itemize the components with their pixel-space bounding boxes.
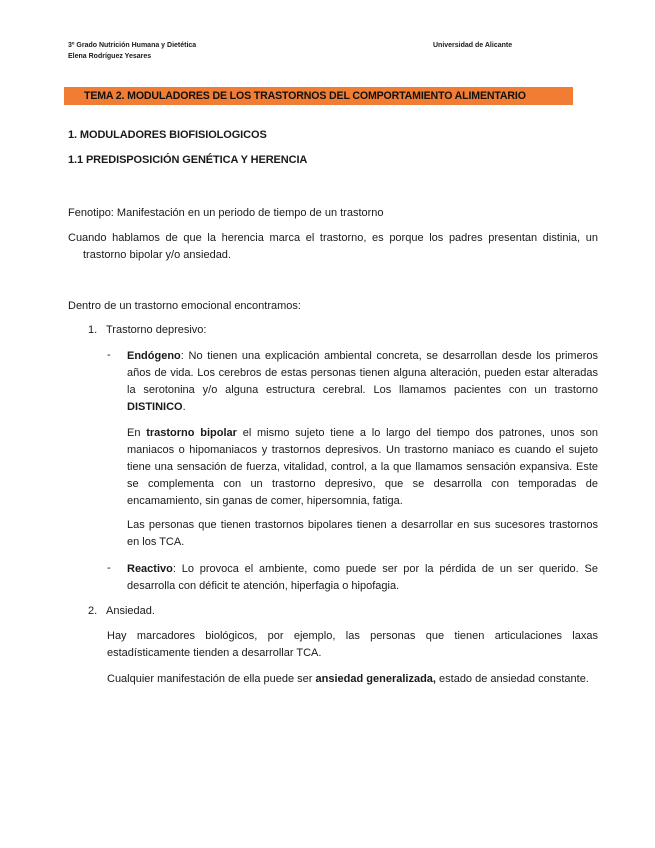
list-label-depresivo: Trastorno depresivo: — [106, 324, 207, 336]
bipolar-paragraph: En trastorno bipolar el mismo sujeto tiene a lo largo del tiempo dos patrones, unos son maniacos o hipomaniacos y trastornos depresivos. Un trastorno maniaco es cuando el sujeto tiene una sensación de fuerza, vitalidad, control, a la que llamamos sensación expansiva. Este se complementa con un trastorno depresivo, que se desarrolla con temporadas de encamamiento, sin ganas de comer, hipersomnia, fatiga. — [127, 427, 598, 507]
ansiedad-generalizada-term: ansiedad generalizada, — [315, 673, 436, 685]
section-heading-1: 1. MODULADORES BIOFISIOLOGICOS — [68, 129, 267, 141]
header-left — [68, 40, 196, 62]
list-number-1: 1. — [88, 324, 98, 336]
ansiedad-paragraph-1: Hay marcadores biológicos, por ejemplo, las personas que tienen articulaciones laxas estadísticamente tienden a desarrollar TCA. — [107, 630, 598, 659]
section-heading-1-1: 1.1 PREDISPOSICIÓN GENÉTICA Y HERENCIA — [68, 154, 308, 166]
author-name: Elena Rodríguez Yesares — [68, 53, 152, 60]
bullet-dash: - — [107, 349, 111, 361]
distinico-term: DISTINICO — [127, 401, 183, 413]
endogeno-paragraph: Endógeno: No tienen una explicación ambiental concreta, se desarrollan desde los primeros años de vida. Los cerebros de estas personas tienen alguna alteración, pueden estar alteradas la serotonina y/o alguna estructura cerebral. Los llamamos pacientes con un trastorno DISTINICO. — [127, 350, 598, 413]
list-label-ansiedad: Ansiedad. — [106, 605, 155, 617]
herencia-paragraph: Cuando hablamos de que la herencia marca el trastorno, es porque los padres presentan distinia, un trastorno bipolar y/o ansiedad. — [68, 232, 598, 261]
reactivo-term: Reactivo — [127, 563, 173, 575]
reactivo-paragraph: Reactivo: Lo provoca el ambiente, como puede ser por la pérdida de un ser querido. Se desarrolla con déficit te atención, hiperfagia o hipofagia. — [127, 563, 598, 592]
bullet-dash: - — [107, 562, 111, 574]
fenotipo-paragraph: Fenotipo: Manifestación en un periodo de tiempo de un trastorno — [68, 207, 384, 219]
university-name: Universidad de Alicante — [433, 42, 513, 49]
title-band: TEMA 2. MODULADORES DE LOS TRASTORNOS DEL COMPORTAMIENTO ALIMENTARIO — [64, 87, 573, 105]
list-intro: Dentro de un trastorno emocional encontramos: — [68, 300, 301, 312]
bipolar-tca-paragraph: Las personas que tienen trastornos bipolares tienen a desarrollar en sus sucesores trastornos en los TCA. — [127, 519, 598, 548]
bipolar-term: trastorno bipolar — [146, 427, 237, 439]
endogeno-term: Endógeno — [127, 350, 181, 362]
program-name: 3º Grado Nutrición Humana y Dietética — [68, 42, 197, 49]
list-number-2: 2. — [88, 605, 98, 617]
ansiedad-paragraph-2: Cualquier manifestación de ella puede ser ansiedad generalizada, estado de ansiedad constante. — [107, 673, 589, 685]
